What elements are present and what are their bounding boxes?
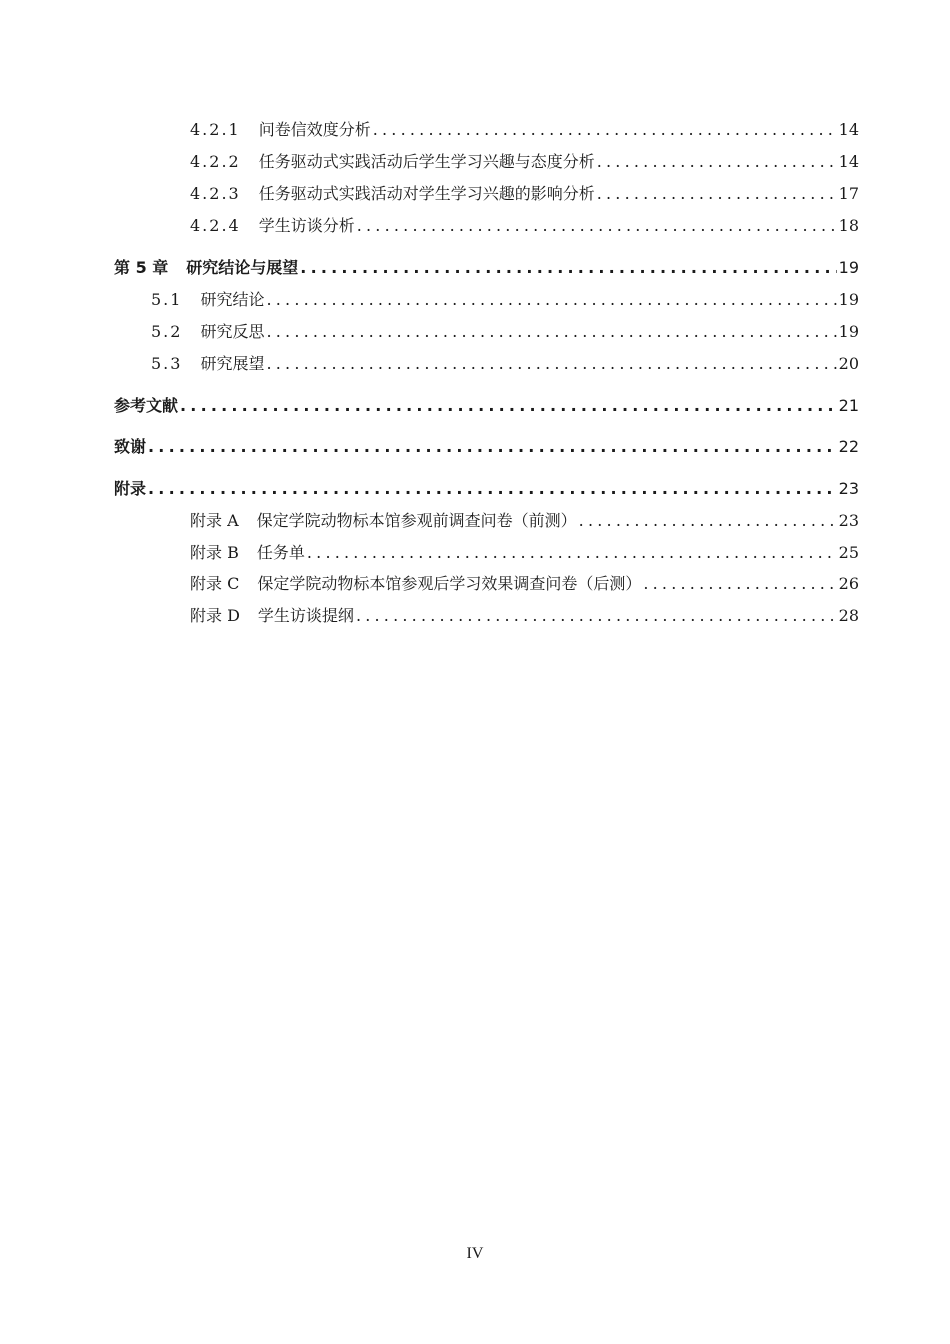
dot-leader [579, 509, 837, 533]
toc-entry-title: 学生访谈分析 [258, 216, 355, 235]
dot-leader [300, 256, 836, 280]
dot-leader [180, 394, 837, 418]
dot-leader [266, 352, 836, 376]
toc-entry-number: 附录 D [190, 606, 240, 625]
toc-entry-page: 23 [838, 479, 859, 498]
toc-entry-appendix[interactable] [114, 477, 859, 501]
toc-entry-page: 21 [838, 396, 859, 415]
toc-entry-5-2[interactable] [151, 320, 859, 344]
toc-entry-4-2-4[interactable] [190, 214, 859, 238]
dot-leader [356, 604, 837, 628]
dot-leader [148, 435, 837, 459]
toc-entry-number: 4.2.3 [190, 184, 241, 203]
toc-entry-title: 研究结论 [200, 290, 265, 309]
toc-entry-page: 23 [838, 511, 859, 530]
dot-leader [373, 118, 837, 142]
toc-entry-references[interactable] [114, 394, 859, 418]
toc-entry-number: 附录 B [190, 543, 239, 562]
dot-leader [597, 182, 837, 206]
toc-entry-number: 5.2 [151, 322, 183, 341]
dot-leader [307, 541, 837, 565]
toc-entry-page: 19 [838, 322, 859, 341]
toc-entry-title: 致谢 [114, 437, 147, 456]
toc-entry-appendix-a[interactable] [190, 509, 859, 533]
toc-entry-4-2-3[interactable] [190, 182, 859, 206]
toc-entry-appendix-b[interactable] [190, 541, 859, 565]
dot-leader [266, 288, 836, 312]
dot-leader [266, 320, 836, 344]
toc-entry-title: 任务驱动式实践活动对学生学习兴趣的影响分析 [258, 184, 595, 203]
toc-entry-page: 19 [838, 258, 859, 277]
toc-entry-number: 4.2.2 [190, 152, 241, 171]
toc-entry-title: 任务单 [256, 543, 305, 562]
dot-leader [357, 214, 837, 238]
toc-entry-chapter-5[interactable] [114, 256, 859, 280]
toc-entry-title: 附录 [114, 479, 147, 498]
toc-entry-number: 5.1 [151, 290, 183, 309]
toc-entry-4-2-1[interactable] [190, 118, 859, 142]
toc-entry-appendix-d[interactable] [190, 604, 859, 628]
dot-leader [597, 150, 837, 174]
toc-entry-number: 附录 A [190, 511, 239, 530]
toc-entry-page: 26 [838, 574, 859, 593]
toc-entry-title: 研究结论与展望 [186, 258, 299, 277]
toc-entry-page: 17 [838, 184, 859, 203]
toc-entry-title: 研究展望 [200, 354, 265, 373]
toc-entry-page: 14 [838, 152, 859, 171]
toc-entry-page: 28 [838, 606, 859, 625]
toc-entry-4-2-2[interactable] [190, 150, 859, 174]
toc-entry-page: 19 [838, 290, 859, 309]
toc-entry-title: 任务驱动式实践活动后学生学习兴趣与态度分析 [258, 152, 595, 171]
toc-entry-number: 4.2.1 [190, 120, 241, 139]
toc-entry-title: 保定学院动物标本馆参观后学习效果调查问卷（后测） [257, 574, 642, 593]
toc-entry-number: 5.3 [151, 354, 183, 373]
toc-entry-page: 18 [838, 216, 859, 235]
toc-entry-number: 4.2.4 [190, 216, 241, 235]
toc-entry-title: 保定学院动物标本馆参观前调查问卷（前测） [256, 511, 577, 530]
toc-entry-title: 研究反思 [200, 322, 265, 341]
toc-entry-page: 22 [838, 437, 859, 456]
dot-leader [643, 572, 836, 596]
toc-entry-title: 参考文献 [114, 396, 179, 415]
toc-entry-number: 附录 C [190, 574, 240, 593]
toc-entry-number: 第 5 章 [114, 258, 169, 277]
toc-entry-title: 学生访谈提纲 [257, 606, 354, 625]
toc-entry-5-1[interactable] [151, 288, 859, 312]
toc-entry-title: 问卷信效度分析 [258, 120, 371, 139]
toc-entry-page: 20 [838, 354, 859, 373]
toc-entry-5-3[interactable] [151, 352, 859, 376]
toc-entry-appendix-c[interactable] [190, 572, 859, 596]
toc-entry-page: 25 [838, 543, 859, 562]
toc-entry-acknowledgements[interactable] [114, 435, 859, 459]
toc-entry-page: 14 [838, 120, 859, 139]
page-number: IV [466, 1245, 484, 1262]
dot-leader [148, 477, 837, 501]
